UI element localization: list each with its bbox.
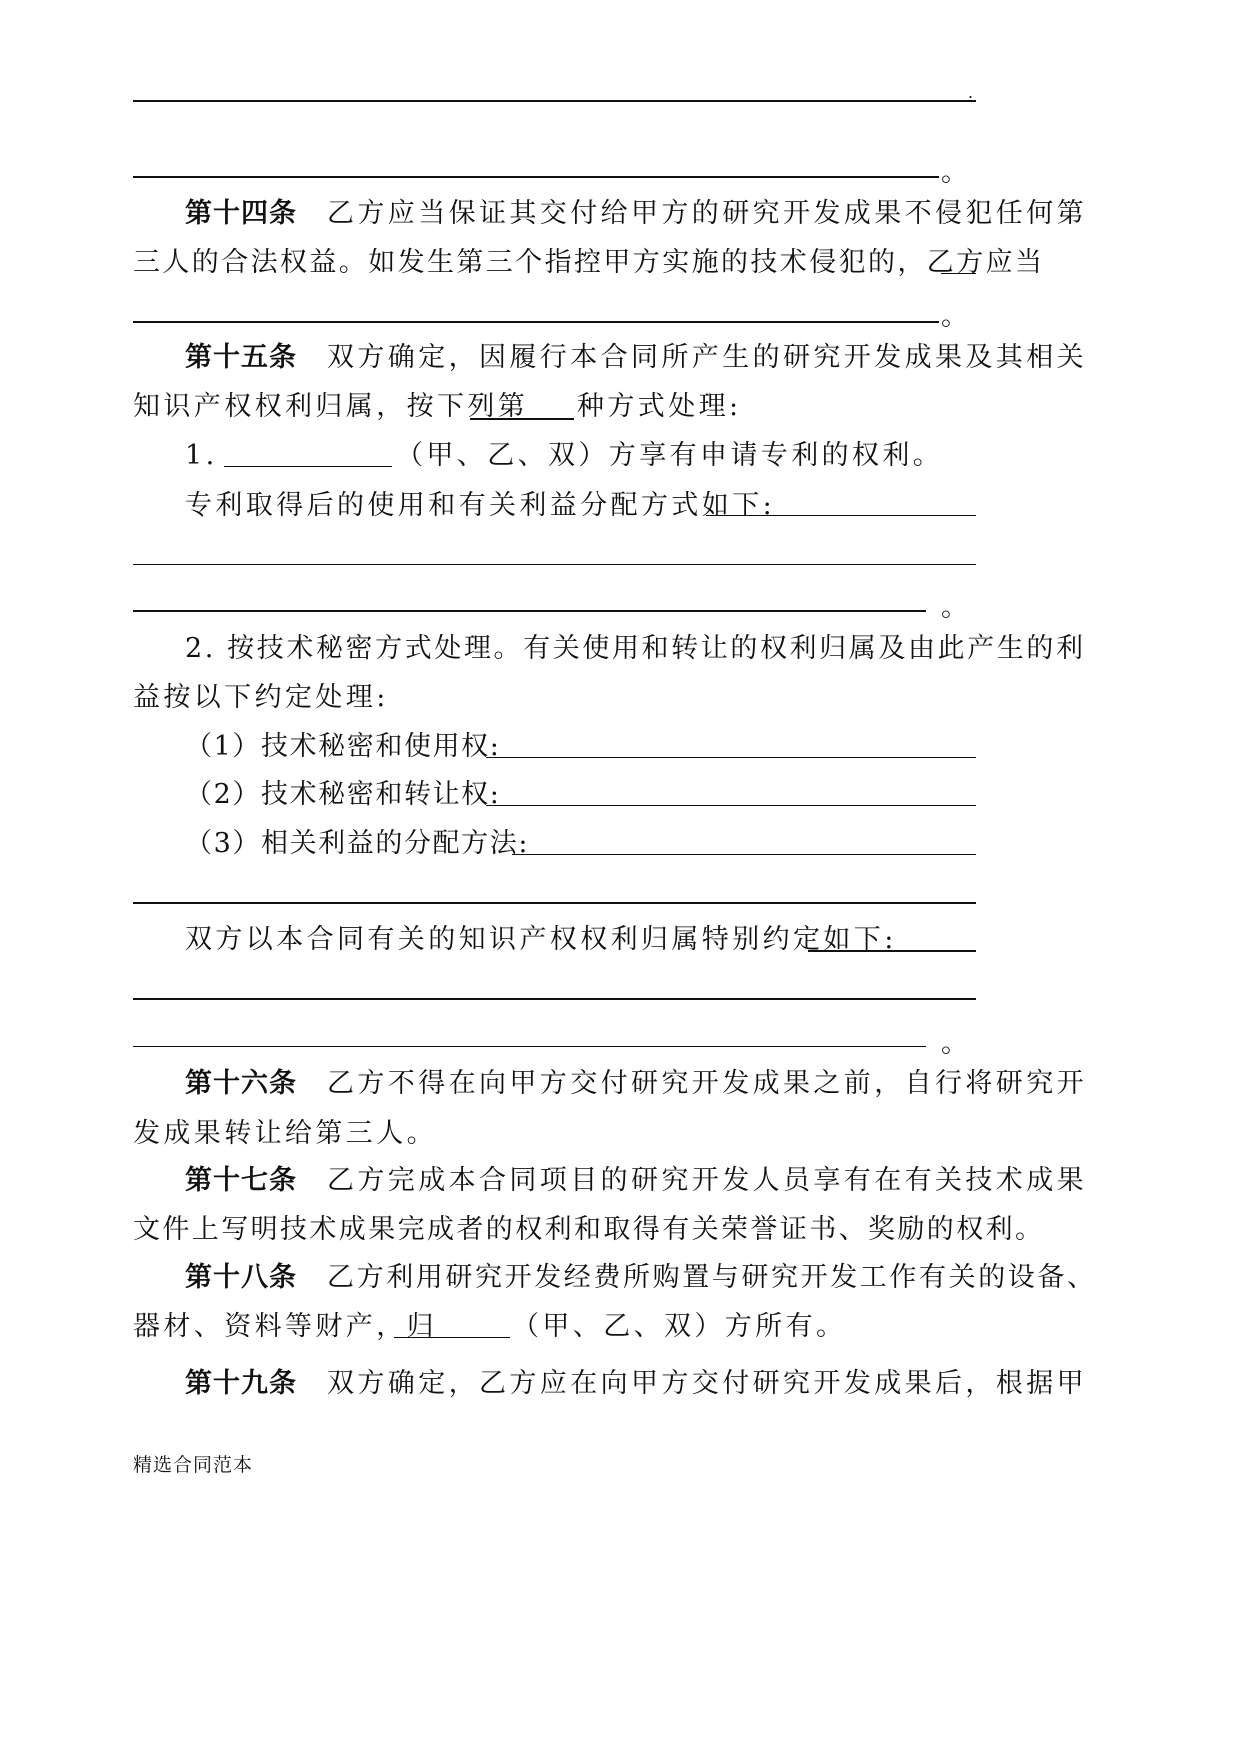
special-agreement: 双方以本合同有关的知识产权权利归属特别约定如下: xyxy=(185,924,897,955)
article-15-heading: 第十五条 xyxy=(185,342,297,373)
article-16-line1: 乙方不得在向甲方交付研究开发成果之前，自行将研究开 xyxy=(327,1068,1087,1099)
article-18-line2a: 器材、资料等财产，归 xyxy=(133,1311,437,1342)
article-19-heading: 第十九条 xyxy=(185,1368,297,1399)
blank-line xyxy=(941,273,976,274)
article-15-line2b: 种方式处理: xyxy=(577,391,742,422)
blank-line xyxy=(486,805,976,806)
blank-line xyxy=(706,515,976,516)
article-18-line2b: （甲、乙、双）方所有。 xyxy=(512,1311,847,1342)
blank-line xyxy=(133,176,939,178)
blank-line xyxy=(133,998,976,1000)
article-14-heading: 第十四条 xyxy=(185,198,297,229)
article-15-line1: 双方确定，因履行本合同所产生的研究开发成果及其相关 xyxy=(327,342,1087,373)
article-16-line2: 发成果转让给第三人。 xyxy=(133,1118,437,1149)
article-14 xyxy=(185,197,1087,231)
article-17-line2: 文件上写明技术成果完成者的权利和取得有关荣誉证书、奖励的权利。 xyxy=(133,1214,1045,1245)
article-19 xyxy=(185,1367,1087,1401)
blank-line xyxy=(133,902,976,904)
blank-line xyxy=(224,466,392,467)
blank-line xyxy=(133,321,939,323)
article-17 xyxy=(185,1164,1087,1198)
article-17-line1: 乙方完成本合同项目的研究开发人员享有在有关技术成果 xyxy=(327,1165,1087,1196)
period: 。 xyxy=(941,1028,968,1059)
article-16 xyxy=(185,1067,1087,1101)
period: 。 xyxy=(941,301,968,332)
blank-line xyxy=(512,854,976,855)
sub-item-3: （3）相关利益的分配方法: xyxy=(185,828,530,859)
blank-line xyxy=(133,1046,926,1047)
footer-text: 精选合同范本 xyxy=(133,1454,254,1476)
item-2-line2: 益按以下约定处理: xyxy=(133,682,389,713)
header-rule xyxy=(133,100,976,102)
sub-item-2: （2）技术秘密和转让权: xyxy=(185,779,501,810)
article-17-heading: 第十七条 xyxy=(185,1165,297,1196)
article-14-line2: 三人的合法权益。如发生第三个指控甲方实施的技术侵犯的，乙方应当 xyxy=(133,247,1045,278)
period: 。 xyxy=(941,592,968,623)
blank-line xyxy=(486,757,976,758)
article-15 xyxy=(185,341,1087,375)
blank-line xyxy=(133,564,976,565)
item-1-number: 1. xyxy=(185,440,218,471)
item-2-line1: 2. 按技术秘密方式处理。有关使用和转让的权利归属及由此产生的利 xyxy=(185,633,1086,664)
blank-line xyxy=(133,610,926,612)
article-18-heading: 第十八条 xyxy=(185,1262,297,1293)
blank-line xyxy=(470,418,574,420)
article-15-line2a: 知识产权权利归属，按下列第 xyxy=(133,391,529,422)
item-1-sub: 专利取得后的使用和有关利益分配方式如下: xyxy=(185,490,776,521)
blank-line xyxy=(394,1337,510,1338)
article-14-line1: 乙方应当保证其交付给甲方的研究开发成果不侵犯任何第 xyxy=(327,198,1087,229)
article-18-line1: 乙方利用研究开发经费所购置与研究开发工作有关的设备、 xyxy=(327,1262,1097,1293)
sub-item-1: （1）技术秘密和使用权: xyxy=(185,731,501,762)
corner-mark: . xyxy=(968,83,974,102)
article-18 xyxy=(185,1261,1097,1295)
article-19-line1: 双方确定，乙方应在向甲方交付研究开发成果后，根据甲 xyxy=(327,1368,1087,1399)
blank-line xyxy=(808,950,976,952)
article-16-heading: 第十六条 xyxy=(185,1068,297,1099)
item-1-text: （甲、乙、双）方享有申请专利的权利。 xyxy=(396,440,944,471)
period: 。 xyxy=(941,157,968,188)
